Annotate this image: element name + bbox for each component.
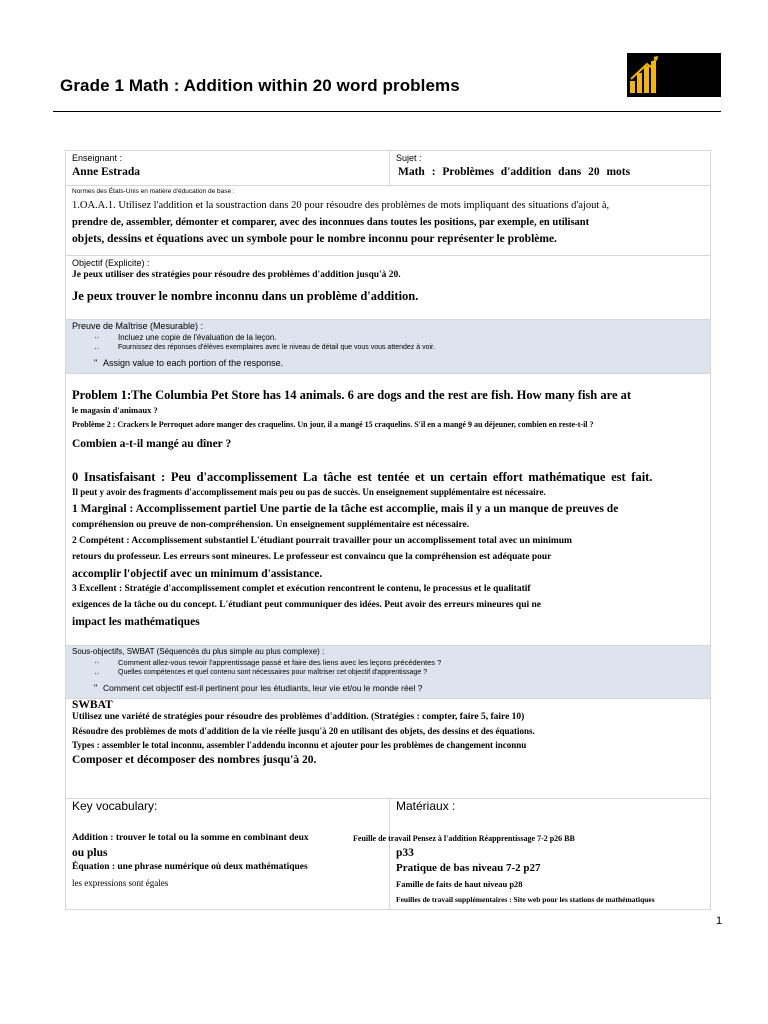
problem-2-line-2: Combien a-t-il mangé au dîner ?: [72, 438, 232, 450]
subject-label: Sujet :: [396, 153, 422, 163]
subobjectives-bullet-2: Quelles compétences et quel contenu sont nécessaires pour maîtriser cet objectif d'apprentissage ?: [118, 669, 428, 676]
vocabulary-label: Key vocabulary:: [72, 799, 158, 813]
swbat-line-3: Types : assembler le total inconnu, assembler l'addendu inconnu et ajouter pour les problèmes de changement inconnu: [72, 740, 527, 750]
swbat-line-2: Résoudre des problèmes de mots d'addition de la vie réelle jusqu'à 20 en utilisant des objets, des dessins et des équations.: [72, 726, 535, 736]
standards-line-2: prendre de, assembler, démonter et comparer, avec des inconnues dans toutes les positions, par exemple, en utilisant: [72, 217, 590, 228]
rubric-2-line-1: 2 Compétent : Accomplissement substantiel L'étudiant pourrait travailler pour un accomplissement total avec un minimum: [72, 536, 572, 546]
mastery-note: Assign value to each portion of the response.: [103, 358, 284, 368]
subject-cell: [389, 151, 710, 185]
subobjectives-note: Comment cet objectif est-il pertinent pour les étudiants, leur vie et/ou le monde réel ?: [103, 683, 423, 693]
objective-label: Objectif (Explicite) :: [72, 258, 150, 268]
mastery-bullet-2: Fournissez des réponses d'élèves exemplaires avec le niveau de détail que vous vous attendez à voir.: [118, 344, 435, 351]
quote-marker: ": [94, 358, 98, 368]
rubric-0-line-1: 0 Insatisfaisant : Peu d'accomplissement La tâche est tentée et un certain effort mathématique est fait.: [72, 470, 653, 484]
materials-line-5: Feuilles de travail supplémentaires : Site web pour les stations de mathématiques: [396, 895, 655, 904]
problem-2-line-1: Problème 2 : Crackers le Perroquet adore manger des craquelins. Un jour, il a mangé 15 craquelins. S'il en a mangé 9 au déjeuner, combien en reste-t-il ?: [72, 420, 594, 429]
vocabulary-line-3: Équation : une phrase numérique où deux mathématiques: [72, 862, 308, 872]
materials-line-2: p33: [396, 847, 414, 859]
vocabulary-line-2: ou plus: [72, 847, 108, 859]
rubric-3-line-2: exigences de la tâche ou du concept. L'étudiant peut communiquer des idées. Peut avoir des erreurs mineures qui ne: [72, 600, 542, 610]
vocabulary-cell: [66, 799, 389, 909]
swbat-line-1: Utilisez une variété de stratégies pour résoudre des problèmes d'addition. (Stratégies : compter, faire 5, faire 10): [72, 712, 525, 722]
objective-line-1: Je peux utiliser des stratégies pour résoudre des problèmes d'addition jusqu'à 20.: [72, 270, 401, 280]
subobjectives-label: Sous-objectifs, SWBAT (Séquencés du plus simple au plus complexe) :: [72, 647, 325, 656]
swbat-line-4: Composer et décomposer des nombres jusqu'à 20.: [72, 754, 317, 766]
standards-row: [66, 186, 710, 256]
teacher-subject-row: [66, 151, 710, 186]
mastery-label: Preuve de Maîtrise (Mesurable) :: [72, 321, 204, 331]
rubric-2-line-2: retours du professeur. Les erreurs sont mineures. Le professeur est convaincu que la compréhension est adéquate pour: [72, 552, 552, 562]
materials-line-3: Pratique de bas niveau 7-2 p27: [396, 862, 541, 874]
page-title: Grade 1 Math : Addition within 20 word problems: [60, 76, 460, 95]
problems-rubric-row: [66, 374, 710, 646]
rubric-0-line-2: Il peut y avoir des fragments d'accomplissement mais peu ou pas de succès. Un enseignement supplémentaire est nécessaire.: [72, 487, 546, 497]
problem-1-line-2: le magasin d'animaux ?: [72, 405, 158, 415]
logo-graphic: [627, 53, 721, 97]
standards-line-1: 1.OA.A.1. Utilisez l'addition et la soustraction dans 20 pour résoudre des problèmes de mots impliquant des situations d'ajout à,: [72, 200, 610, 211]
objective-row: [66, 256, 710, 320]
rubric-1-line-1: 1 Marginal : Accomplissement partiel Une partie de la tâche est accomplie, mais il y a un manque de preuves de: [72, 503, 619, 515]
swbat-heading: SWBAT: [72, 699, 113, 711]
bullet-marker: ··: [94, 333, 100, 342]
teacher-label: Enseignant :: [72, 153, 123, 163]
rubric-3-line-3: impact les mathématiques: [72, 616, 200, 628]
rubric-2-line-3: accomplir l'objectif avec un minimum d'assistance.: [72, 568, 323, 580]
materials-label: Matériaux :: [396, 799, 456, 813]
problem-1-line-1: Problem 1:The Columbia Pet Store has 14 animals. 6 are dogs and the rest are fish. How many fish are at: [72, 388, 632, 402]
standards-label: Normes des États-Unis en matière d'éducation de base :: [72, 188, 235, 195]
materials-line-4: Famille de faits de haut niveau p28: [396, 879, 523, 889]
mastery-bullet-1: Incluez une copie de l'évaluation de la leçon.: [118, 333, 277, 342]
materials-line-1: Feuille de travail Pensez à l'addition Réapprentissage 7-2 p26 BB: [353, 834, 575, 843]
subject-value: Math : Problèmes d'addition dans 20 mots: [398, 166, 631, 178]
materials-cell: [353, 799, 710, 909]
vocabulary-line-1: Addition : trouver le total ou la somme en combinant deux: [72, 833, 309, 843]
bullet-marker: ··: [94, 658, 100, 667]
teacher-cell: [66, 151, 389, 185]
header-divider: [53, 111, 721, 112]
lesson-plan-table: [65, 150, 711, 910]
rubric-1-line-2: compréhension ou preuve de non-compréhension. Un enseignement supplémentaire est nécessaire.: [72, 520, 470, 530]
swbat-row: [66, 699, 710, 799]
subobjectives-row: [66, 646, 710, 699]
standards-line-3: objets, dessins et équations avec un symbole pour le nombre inconnu pour représenter le problème.: [72, 233, 557, 245]
bar-chart-arrow-logo: [627, 53, 721, 97]
vocabulary-line-4: les expressions sont égales: [72, 878, 169, 888]
subobjectives-bullet-1: Comment allez-vous revoir l'apprentissage passé et faire des liens avec les leçons précédentes ?: [118, 658, 442, 667]
mastery-row: [66, 320, 710, 374]
quote-marker: ": [94, 683, 98, 693]
teacher-name: Anne Estrada: [72, 166, 141, 178]
bullet-marker: ··: [94, 669, 100, 678]
page-number: 1: [716, 915, 723, 927]
vocabulary-materials-row: [66, 799, 710, 909]
bullet-marker: ··: [94, 344, 100, 353]
rubric-3-line-1: 3 Excellent : Stratégie d'accomplissement complet et exécution rencontrent le contenu, le processus et le qualitatif: [72, 584, 531, 594]
objective-line-2: Je peux trouver le nombre inconnu dans un problème d'addition.: [72, 289, 419, 303]
